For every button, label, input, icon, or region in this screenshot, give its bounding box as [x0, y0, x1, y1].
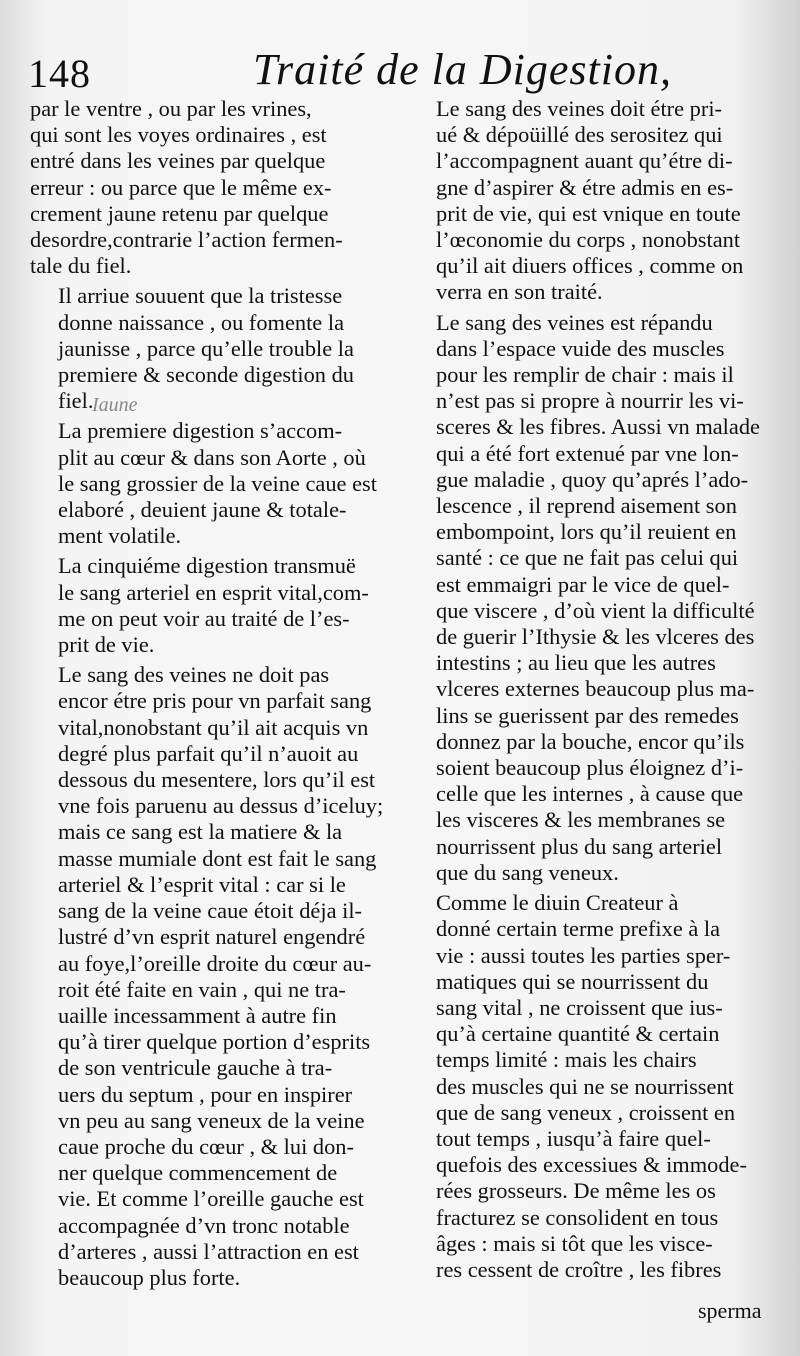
- text-line: l’accompagnent auant qu’étre di-: [436, 148, 733, 174]
- text-line: vn peu au sang veneux de la veine: [58, 1107, 365, 1133]
- text-line: plit au cœur & dans son Aorte , où: [58, 444, 366, 470]
- text-line: l’œconomie du corps , nonobstant: [436, 227, 741, 253]
- text-line: intestins ; au lieu que les autres: [436, 650, 716, 676]
- text-line: vne fois paruenu au dessus d’iceluy;: [58, 793, 384, 819]
- paragraph: [408, 310, 786, 886]
- text-line: dessous du mesentere, lors qu’il est: [58, 767, 376, 793]
- text-line: uers du septum , pour en inspirer: [58, 1081, 353, 1107]
- text-line: sang de la veine caue étoit déja il-: [58, 898, 363, 924]
- text-line: que de sang veneux , croissent en: [436, 1099, 736, 1125]
- text-line: rées grosseurs. De même les os: [436, 1178, 716, 1204]
- text-line: donné certain terme prefixe à la: [436, 916, 721, 942]
- text-line: beaucoup plus forte.: [58, 1264, 241, 1290]
- paragraph: [30, 662, 392, 1291]
- right-text-column: [408, 96, 786, 1287]
- text-line: donne naissance , ou fomente la: [58, 309, 345, 335]
- text-line: ué & dépoüillé des serositez qui: [436, 122, 723, 148]
- text-line: d’arteres , aussi l’attraction en est: [58, 1238, 359, 1264]
- text-line: qu’à certaine quantité & certain: [436, 1021, 720, 1047]
- text-line: premiere & seconde digestion du: [58, 362, 354, 388]
- text-line: sang vital , ne croissent que ius-: [436, 994, 723, 1020]
- text-line: matiques qui se nourrissent du: [436, 968, 709, 994]
- text-line: erreur : ou parce que le même ex-: [30, 174, 332, 200]
- text-line: me on peut voir au traité de l’es-: [58, 605, 350, 631]
- text-line: prit de vie, qui est vnique en toute: [436, 200, 741, 226]
- text-line: de son ventricule gauche à tra-: [58, 1055, 333, 1081]
- text-line: arteriel & l’esprit vital : car si le: [58, 871, 346, 897]
- handwritten-margin-note: Iaune: [92, 394, 138, 416]
- text-line: le sang arteriel en esprit vital,com-: [58, 579, 369, 605]
- text-line: jaunisse , parce qu’elle trouble la: [58, 335, 354, 361]
- text-line: prit de vie.: [58, 632, 155, 658]
- text-line: sceres & les fibres. Aussi vn malade: [436, 414, 760, 440]
- page-number: 148: [28, 51, 91, 96]
- text-line: qu’il ait diuers offices , comme on: [436, 253, 744, 279]
- text-line: ment volatile.: [58, 523, 182, 549]
- text-line: donnez par la bouche, encor qu’ils: [436, 728, 745, 754]
- text-line: uaille incessamment à autre fin: [58, 1002, 337, 1028]
- text-line: au foye,l’oreille droite du cœur au-: [58, 950, 372, 976]
- text-line: Comme le diuin Createur à: [436, 890, 679, 916]
- text-line: quefois des excessiues & immode-: [436, 1152, 747, 1178]
- text-line: temps limité : mais les chairs: [436, 1047, 697, 1073]
- left-text-column: [30, 96, 392, 1295]
- paragraph: [408, 890, 786, 1283]
- text-line: les visceres & les membranes se: [436, 807, 726, 833]
- text-line: qu’à tirer quelque portion d’esprits: [58, 1029, 371, 1055]
- text-line: par le ventre , ou par les vrines,: [30, 96, 312, 121]
- paragraph: [30, 283, 392, 414]
- catchword: sperma: [698, 1298, 762, 1323]
- text-line: que du sang veneux.: [436, 859, 619, 885]
- paragraph: [408, 96, 786, 306]
- text-line: nourrissent plus du sang arteriel: [436, 833, 723, 859]
- text-line: dans l’espace vuide des muscles: [436, 335, 725, 361]
- paragraph: [30, 553, 392, 658]
- text-line: res cessent de croître , les fibres: [436, 1256, 722, 1282]
- text-line: santé : ce que ne fait pas celui qui: [436, 545, 739, 571]
- text-line: n’est pas si propre à nourrir les vi-: [436, 388, 744, 414]
- text-line: vlceres externes beaucoup plus ma-: [436, 676, 755, 702]
- text-line: tale du fiel.: [30, 253, 132, 279]
- running-title: Traité de la Digestion,: [253, 45, 672, 94]
- text-line: degré plus parfait qu’il n’auoit au: [58, 740, 359, 766]
- text-line: elaboré , deuient jaune & totale-: [58, 497, 347, 523]
- text-line: encor étre pris pour vn parfait sang: [58, 688, 372, 714]
- text-line: soient beaucoup plus éloignez d’i-: [436, 755, 744, 781]
- text-line: embompoint, lors qu’il reuient en: [436, 519, 737, 545]
- text-line: lescence , il reprend aisement son: [436, 493, 737, 519]
- text-line: que viscere , d’où vient la difficulté: [436, 597, 755, 623]
- text-line: crement jaune retenu par quelque: [30, 200, 329, 226]
- text-line: caue proche du cœur , & lui don-: [58, 1133, 354, 1159]
- text-line: La cinquiéme digestion transmuë: [58, 553, 356, 579]
- text-line: Le sang des veines doit étre pri-: [436, 96, 723, 121]
- paragraph: [30, 418, 392, 549]
- text-line: vie. Et comme l’oreille gauche est: [58, 1186, 364, 1212]
- text-line: ner quelque commencement de: [58, 1160, 338, 1186]
- text-line: Le sang des veines est répandu: [436, 309, 713, 335]
- text-line: de guerir l’Ithysie & les vlceres des: [436, 624, 755, 650]
- text-line: masse mumiale dont est fait le sang: [58, 845, 377, 871]
- text-line: qui a été fort extenué par vne lon-: [436, 440, 739, 466]
- text-line: tout temps , iusqu’à faire quel-: [436, 1125, 711, 1151]
- text-line: lins se guerissent par des remedes: [436, 702, 739, 728]
- text-line: qui sont les voyes ordinaires , est: [30, 122, 327, 148]
- text-line: des muscles qui ne se nourrissent: [436, 1073, 734, 1099]
- text-line: âges : mais si tôt que les visce-: [436, 1230, 713, 1256]
- text-line: celle que les internes , à cause que: [436, 781, 744, 807]
- text-line: lustré d’vn esprit naturel engendré: [58, 924, 366, 950]
- text-line: fiel.: [58, 388, 94, 414]
- text-line: La premiere digestion s’accom-: [58, 418, 343, 444]
- text-line: desordre,contrarie l’action fermen-: [30, 227, 343, 253]
- text-line: entré dans les veines par quelque: [30, 148, 326, 174]
- text-line: vie : aussi toutes les parties sper-: [436, 942, 731, 968]
- text-line: pour les remplir de chair : mais il: [436, 362, 734, 388]
- text-line: gne d’aspirer & étre admis en es-: [436, 174, 734, 200]
- text-line: mais ce sang est la matiere & la: [58, 819, 343, 845]
- text-line: est emmaigri par le vice de quel-: [436, 571, 730, 597]
- text-line: roit été faite en vain , qui ne tra-: [58, 976, 346, 1002]
- page-header: [28, 44, 788, 100]
- text-line: verra en son traité.: [436, 279, 603, 305]
- text-line: fracturez se consolident en tous: [436, 1204, 719, 1230]
- text-line: le sang grossier de la veine caue est: [58, 470, 377, 496]
- text-line: Le sang des veines ne doit pas: [58, 662, 330, 688]
- text-line: Il arriue souuent que la tristesse: [58, 283, 343, 309]
- paragraph: [30, 96, 392, 279]
- text-line: gue maladie , quoy qu’aprés l’ado-: [436, 466, 749, 492]
- text-line: accompagnée d’vn tronc notable: [58, 1212, 350, 1238]
- text-line: vital,nonobstant qu’il ait acquis vn: [58, 714, 369, 740]
